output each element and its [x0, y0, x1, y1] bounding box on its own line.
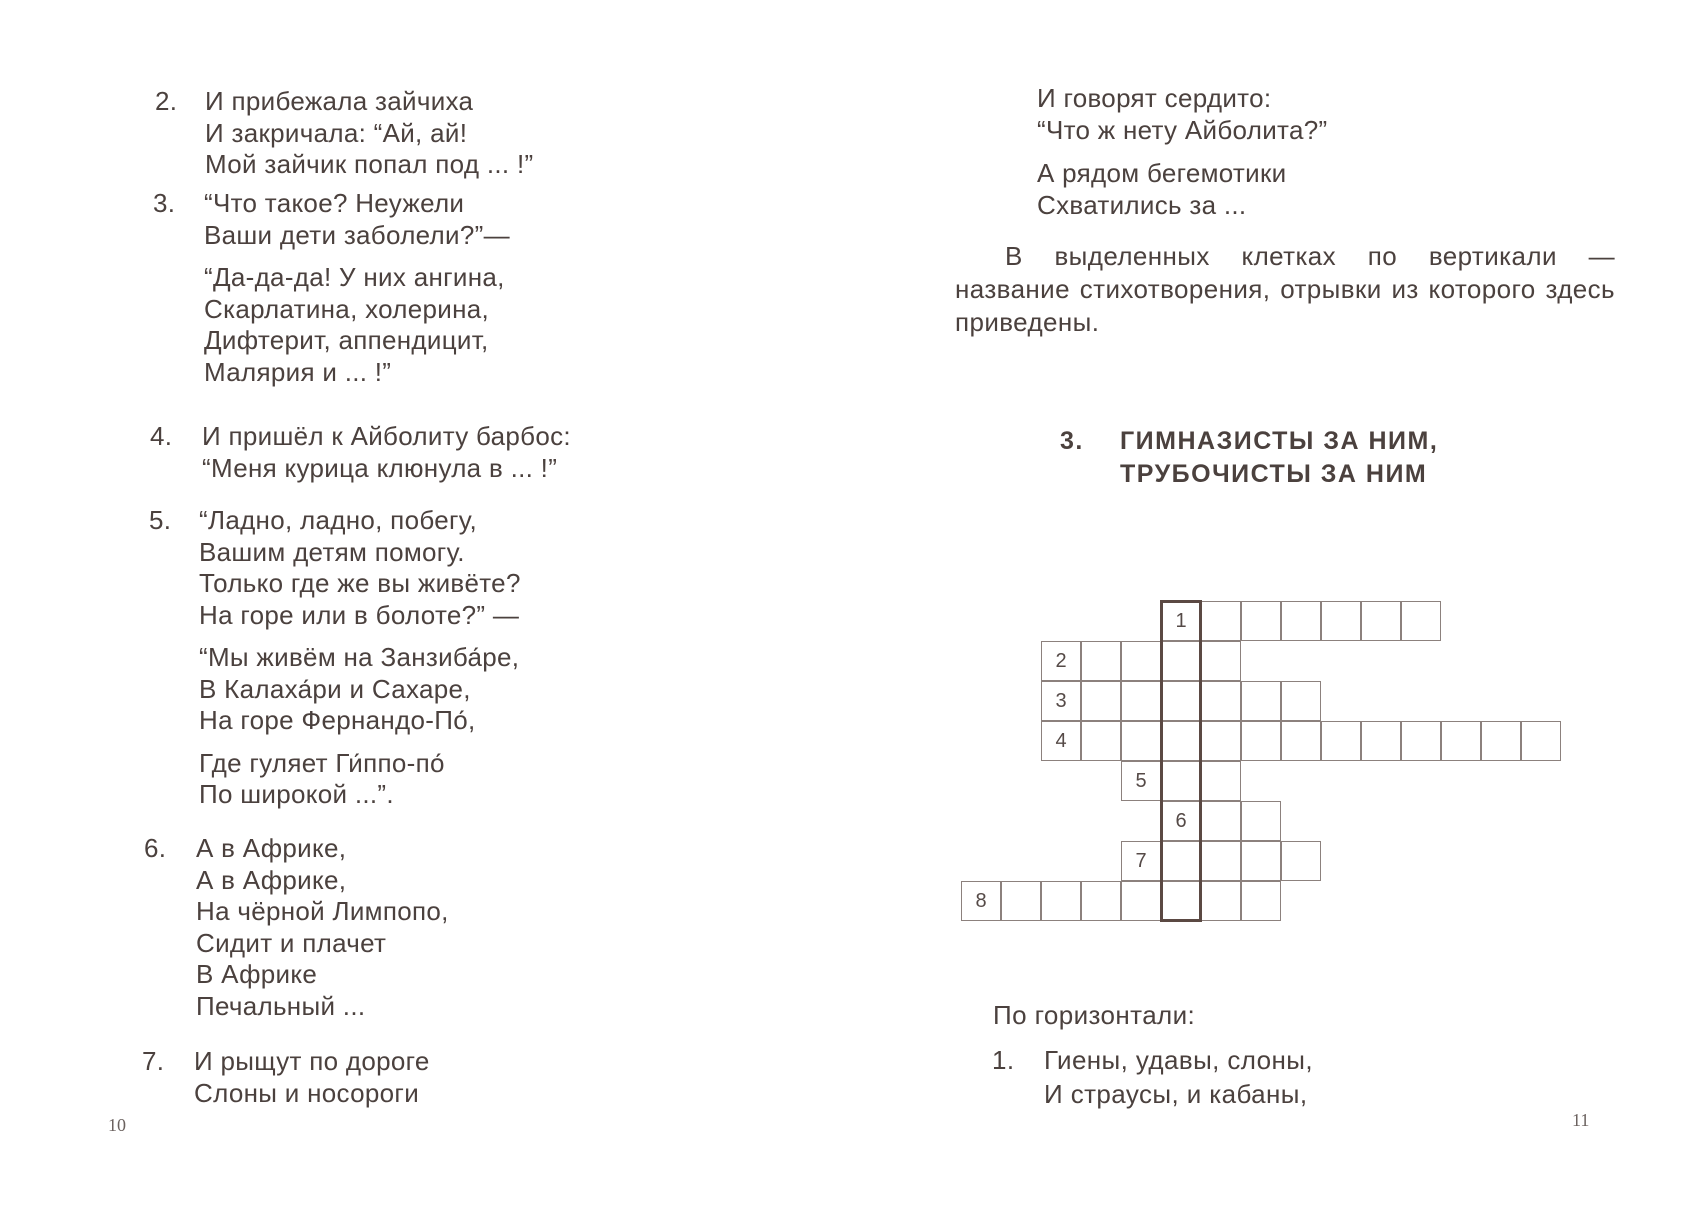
crossword-cell[interactable]	[1361, 601, 1401, 641]
crossword-cell[interactable]	[1241, 801, 1281, 841]
section-title-line: ГИМНАЗИСТЫ ЗА НИМ,	[1120, 427, 1439, 455]
crossword-cell[interactable]	[1041, 881, 1081, 921]
item-number: 4.	[150, 421, 173, 451]
verse-line: Мой зайчик попал под ... !”	[205, 149, 534, 179]
crossword-cell[interactable]	[1441, 721, 1481, 761]
crossword-cell[interactable]	[1081, 881, 1121, 921]
verse-line: Слоны и носороги	[194, 1077, 420, 1108]
item-number: 2.	[155, 86, 178, 116]
crossword-cell[interactable]: 1	[1161, 601, 1201, 641]
crossword-cell[interactable]	[1281, 841, 1321, 881]
verse-line: Малярия и ... !”	[204, 356, 392, 387]
verse-continuation	[1037, 82, 1327, 221]
crossword-cell[interactable]	[1241, 681, 1281, 721]
crossword-cell[interactable]	[1241, 881, 1281, 921]
crossword-cell[interactable]	[1161, 681, 1201, 721]
crossword-cell[interactable]	[1201, 761, 1241, 801]
verse-line: И прибежала зайчиха	[205, 86, 474, 116]
crossword-cell[interactable]	[1281, 721, 1321, 761]
crossword-cell[interactable]	[1281, 601, 1321, 641]
crossword-cell[interactable]	[1121, 721, 1161, 761]
crossword-cell[interactable]	[1121, 881, 1161, 921]
crossword-cell[interactable]	[1081, 641, 1121, 681]
verse-line: А рядом бегемотики	[1037, 158, 1287, 188]
crossword-cell[interactable]: 4	[1041, 721, 1081, 761]
verse-line: На чёрной Лимпопо,	[196, 896, 449, 926]
crossword-cell[interactable]: 8	[961, 881, 1001, 921]
crossword-cell[interactable]	[1321, 721, 1361, 761]
crossword-cell[interactable]	[1081, 681, 1121, 721]
crossword-cell[interactable]	[1241, 721, 1281, 761]
verse-line: И пришёл к Айболиту барбос:	[202, 421, 571, 451]
crossword-cell[interactable]: 2	[1041, 641, 1081, 681]
section-number: 3.	[1060, 427, 1084, 455]
verse-line: Где гуляет Ги́ппо-по́	[199, 747, 445, 778]
crossword-cell[interactable]	[1161, 881, 1201, 921]
crossword-cell[interactable]	[1361, 721, 1401, 761]
verse-line: Скарлатина, холерина,	[204, 293, 490, 324]
verse-line: Печальный ...	[196, 990, 366, 1021]
crossword-cell[interactable]	[1161, 721, 1201, 761]
verse-line: И рыщут по дороге	[194, 1046, 430, 1076]
instruction-paragraph: В выделенных клетках по вертикали — название стихотворения, отрывки из которого здесь приведены.	[955, 241, 1615, 337]
crossword-cell[interactable]	[1481, 721, 1521, 761]
verse-line: Сидит и плачет	[196, 927, 387, 958]
crossword-cell[interactable]	[1081, 721, 1121, 761]
verse-line: В Калаха́ри и Сахаре,	[199, 673, 471, 704]
crossword-cell[interactable]	[1401, 721, 1441, 761]
verse-line: Ваши дети заболели?”—	[204, 219, 510, 250]
verse-line: “Ладно, ладно, побегу,	[199, 505, 477, 535]
crossword-cell[interactable]	[1321, 601, 1361, 641]
crossword-cell[interactable]	[1121, 641, 1161, 681]
verse-line: Вашим детям помогу.	[199, 536, 465, 567]
verse-line: По широкой ...”.	[199, 779, 394, 809]
crossword-cell[interactable]	[1161, 761, 1201, 801]
verse-line: Только где же вы живёте?	[199, 568, 521, 598]
crossword-cell[interactable]	[1521, 721, 1561, 761]
crossword-cell[interactable]	[1161, 641, 1201, 681]
page-number-right: 11	[1572, 1110, 1590, 1130]
clue-number: 1.	[992, 1045, 1015, 1075]
verse-line: “Меня курица клюнула в ... !”	[202, 452, 558, 483]
crossword-cell[interactable]	[1201, 881, 1241, 921]
verse-line: Схватились за ...	[1037, 190, 1247, 220]
section-title-line: ТРУБОЧИСТЫ ЗА НИМ	[1120, 460, 1428, 488]
crossword-cell[interactable]	[1121, 681, 1161, 721]
clue-line: Гиены, удавы, слоны,	[1044, 1045, 1314, 1075]
crossword-cell[interactable]	[1201, 601, 1241, 641]
item-number: 6.	[144, 833, 167, 863]
crossword-cell[interactable]	[1001, 881, 1041, 921]
item-number: 7.	[142, 1046, 165, 1076]
crossword-cell[interactable]	[1161, 841, 1201, 881]
crossword-cell[interactable]	[1401, 601, 1441, 641]
crossword-cell[interactable]: 6	[1161, 801, 1201, 841]
verse-line: “Да-да-да! У них ангина,	[204, 262, 505, 292]
crossword-cell[interactable]	[1241, 601, 1281, 641]
crossword-cell[interactable]	[1201, 801, 1241, 841]
crossword-cell[interactable]	[1201, 721, 1241, 761]
verse-line: В Африке	[196, 959, 318, 989]
crossword-cell[interactable]	[1281, 681, 1321, 721]
verse-line: Дифтерит, аппендицит,	[204, 325, 489, 355]
crossword-cell[interactable]	[1201, 841, 1241, 881]
crossword-cell[interactable]: 7	[1121, 841, 1161, 881]
crossword-cell[interactable]: 3	[1041, 681, 1081, 721]
crossword-cell[interactable]	[1241, 841, 1281, 881]
item-number: 5.	[149, 505, 172, 535]
clue-line: И страусы, и кабаны,	[1044, 1079, 1308, 1109]
item-number: 3.	[153, 188, 176, 218]
verse-line: “Что ж нету Айболита?”	[1037, 115, 1328, 145]
verse-line: И закричала: “Ай, ай!	[205, 117, 468, 148]
crossword-cell[interactable]	[1201, 681, 1241, 721]
clues-heading-across: По горизонтали:	[993, 1000, 1196, 1030]
crossword-cell[interactable]	[1201, 641, 1241, 681]
verse-line: На горе или в болоте?” —	[199, 599, 520, 630]
verse-line: И говорят сердито:	[1037, 83, 1272, 113]
verse-line: А в Африке,	[196, 833, 347, 863]
page-number-left: 10	[108, 1115, 126, 1135]
verse-line: “Мы живём на Занзиба́ре,	[199, 642, 520, 672]
verse-line: На горе Фернандо-По́,	[199, 705, 476, 735]
left-page	[0, 0, 845, 1218]
verse-line: “Что такое? Неужели	[204, 188, 465, 218]
verse-line: А в Африке,	[196, 864, 347, 895]
crossword-cell[interactable]: 5	[1121, 761, 1161, 801]
